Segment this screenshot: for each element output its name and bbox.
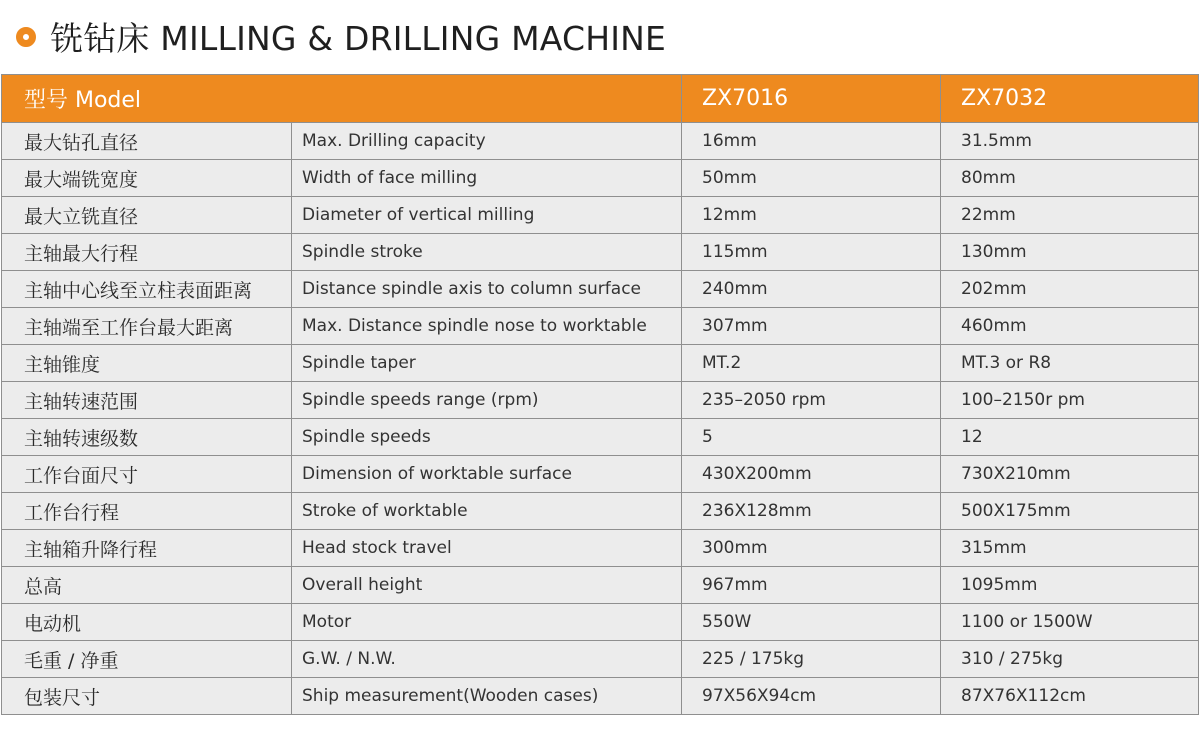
spec-value-zx7016: 236X128mm bbox=[682, 493, 941, 530]
spec-name-en: Width of face milling bbox=[292, 160, 682, 197]
spec-name-cn: 主轴中心线至立柱表面距离 bbox=[2, 271, 292, 308]
spec-table bbox=[1, 74, 1199, 715]
spec-name-en: Overall height bbox=[292, 567, 682, 604]
spec-value-zx7032: 202mm bbox=[941, 271, 1199, 308]
spec-name-en: Stroke of worktable bbox=[292, 493, 682, 530]
spec-value-zx7016: 16mm bbox=[682, 123, 941, 160]
model-header-label: 型号 Model bbox=[2, 75, 682, 123]
spec-value-zx7032: MT.3 or R8 bbox=[941, 345, 1199, 382]
table-row bbox=[2, 641, 1199, 678]
table-row bbox=[2, 493, 1199, 530]
spec-name-en: Spindle stroke bbox=[292, 234, 682, 271]
spec-value-zx7032: 12 bbox=[941, 419, 1199, 456]
spec-name-cn: 主轴锥度 bbox=[2, 345, 292, 382]
spec-value-zx7016: 115mm bbox=[682, 234, 941, 271]
spec-value-zx7032: 130mm bbox=[941, 234, 1199, 271]
spec-value-zx7032: 100–2150r pm bbox=[941, 382, 1199, 419]
spec-value-zx7016: 967mm bbox=[682, 567, 941, 604]
model-header-zx7016: ZX7016 bbox=[682, 75, 941, 123]
spec-value-zx7032: 310 / 275kg bbox=[941, 641, 1199, 678]
table-row bbox=[2, 308, 1199, 345]
spec-value-zx7032: 1095mm bbox=[941, 567, 1199, 604]
spec-name-en: Max. Drilling capacity bbox=[292, 123, 682, 160]
spec-name-en: Max. Distance spindle nose to worktable bbox=[292, 308, 682, 345]
table-row bbox=[2, 197, 1199, 234]
spec-value-zx7016: 50mm bbox=[682, 160, 941, 197]
spec-name-cn: 主轴转速级数 bbox=[2, 419, 292, 456]
spec-name-en: Spindle speeds range (rpm) bbox=[292, 382, 682, 419]
spec-name-cn: 主轴端至工作台最大距离 bbox=[2, 308, 292, 345]
table-row bbox=[2, 456, 1199, 493]
spec-value-zx7016: 307mm bbox=[682, 308, 941, 345]
spec-name-cn: 电动机 bbox=[2, 604, 292, 641]
table-row bbox=[2, 160, 1199, 197]
spec-value-zx7032: 80mm bbox=[941, 160, 1199, 197]
spec-name-cn: 主轴最大行程 bbox=[2, 234, 292, 271]
table-row bbox=[2, 567, 1199, 604]
spec-value-zx7016: 300mm bbox=[682, 530, 941, 567]
spec-value-zx7016: 235–2050 rpm bbox=[682, 382, 941, 419]
header-row bbox=[2, 75, 1199, 123]
spec-table-body bbox=[2, 75, 1199, 715]
spec-name-cn: 工作台行程 bbox=[2, 493, 292, 530]
table-row bbox=[2, 271, 1199, 308]
table-row bbox=[2, 234, 1199, 271]
page-heading bbox=[0, 0, 1200, 72]
model-header-zx7032: ZX7032 bbox=[941, 75, 1199, 123]
table-row bbox=[2, 678, 1199, 715]
spec-value-zx7032: 87X76X112cm bbox=[941, 678, 1199, 715]
spec-name-cn: 主轴转速范围 bbox=[2, 382, 292, 419]
spec-name-en: Distance spindle axis to column surface bbox=[292, 271, 682, 308]
spec-value-zx7016: 5 bbox=[682, 419, 941, 456]
spec-value-zx7016: 240mm bbox=[682, 271, 941, 308]
spec-name-cn: 主轴箱升降行程 bbox=[2, 530, 292, 567]
spec-name-en: Spindle taper bbox=[292, 345, 682, 382]
spec-value-zx7032: 315mm bbox=[941, 530, 1199, 567]
spec-name-en: Head stock travel bbox=[292, 530, 682, 567]
table-row bbox=[2, 604, 1199, 641]
table-row bbox=[2, 419, 1199, 456]
spec-name-en: G.W. / N.W. bbox=[292, 641, 682, 678]
spec-name-cn: 包装尺寸 bbox=[2, 678, 292, 715]
table-row bbox=[2, 345, 1199, 382]
table-row bbox=[2, 382, 1199, 419]
spec-value-zx7032: 22mm bbox=[941, 197, 1199, 234]
spec-value-zx7016: 550W bbox=[682, 604, 941, 641]
spec-value-zx7016: 12mm bbox=[682, 197, 941, 234]
spec-name-cn: 最大端铣宽度 bbox=[2, 160, 292, 197]
spec-value-zx7016: 225 / 175kg bbox=[682, 641, 941, 678]
spec-name-cn: 工作台面尺寸 bbox=[2, 456, 292, 493]
table-row bbox=[2, 123, 1199, 160]
page-title: 铣钻床 MILLING & DRILLING MACHINE bbox=[50, 18, 667, 58]
spec-value-zx7032: 500X175mm bbox=[941, 493, 1199, 530]
spec-name-en: Diameter of vertical milling bbox=[292, 197, 682, 234]
spec-value-zx7032: 1100 or 1500W bbox=[941, 604, 1199, 641]
spec-value-zx7016: 97X56X94cm bbox=[682, 678, 941, 715]
spec-value-zx7032: 460mm bbox=[941, 308, 1199, 345]
spec-value-zx7032: 31.5mm bbox=[941, 123, 1199, 160]
spec-name-en: Spindle speeds bbox=[292, 419, 682, 456]
spec-name-cn: 最大立铣直径 bbox=[2, 197, 292, 234]
spec-value-zx7032: 730X210mm bbox=[941, 456, 1199, 493]
spec-name-en: Motor bbox=[292, 604, 682, 641]
spec-name-cn: 总高 bbox=[2, 567, 292, 604]
spec-name-cn: 最大钻孔直径 bbox=[2, 123, 292, 160]
spec-value-zx7016: MT.2 bbox=[682, 345, 941, 382]
spec-name-en: Dimension of worktable surface bbox=[292, 456, 682, 493]
table-row bbox=[2, 530, 1199, 567]
spec-name-en: Ship measurement(Wooden cases) bbox=[292, 678, 682, 715]
spec-value-zx7016: 430X200mm bbox=[682, 456, 941, 493]
circle-bullet-icon bbox=[16, 27, 36, 47]
spec-name-cn: 毛重 / 净重 bbox=[2, 641, 292, 678]
